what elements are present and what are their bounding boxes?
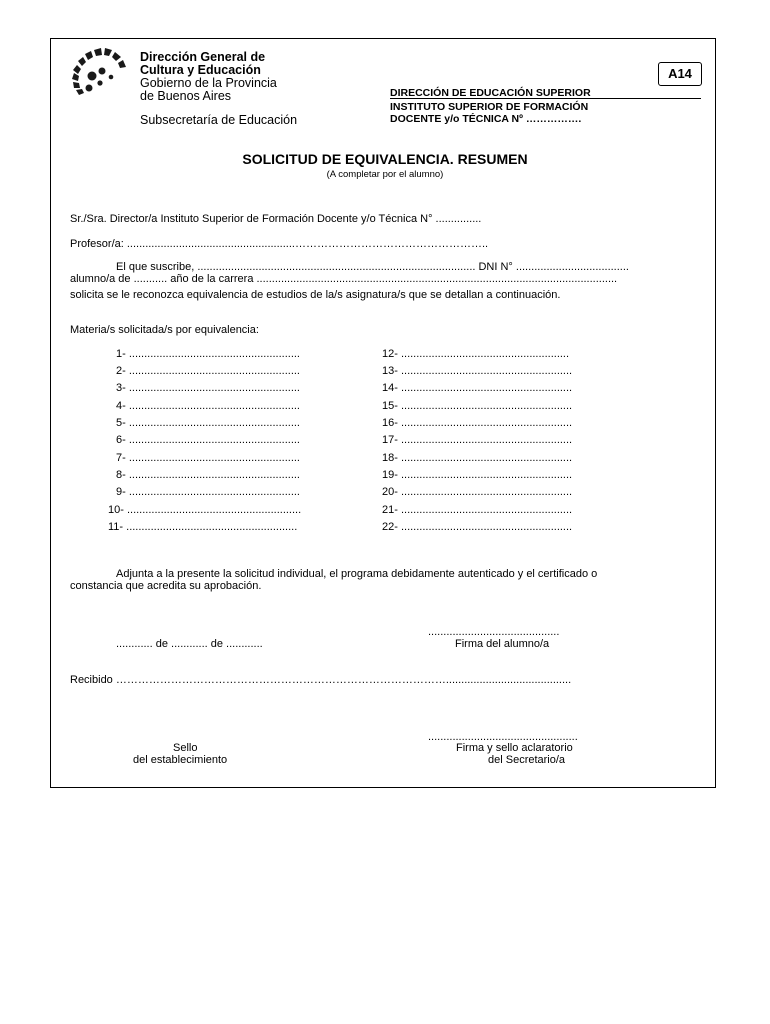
gov-name-line1: Gobierno de la Provincia: [140, 76, 277, 90]
header-rule: [390, 98, 701, 99]
direccion-label: DIRECCIÓN DE EDUCACIÓN SUPERIOR: [390, 87, 591, 99]
materia-item-22: 22- ........................................................: [382, 521, 573, 533]
form-title: SOLICITUD DE EQUIVALENCIA. RESUMEN: [242, 151, 528, 167]
materia-item-9: 9- ........................................................: [116, 486, 300, 498]
materia-item-7: 7- ........................................................: [116, 452, 300, 464]
fecha-field: ............ de ............ de ............: [116, 638, 263, 650]
firma-alumno-line: ...........................................: [428, 626, 560, 638]
materia-item-2: 2- ........................................................: [116, 365, 300, 377]
materia-item-13: 13- ........................................................: [382, 365, 573, 377]
firma-secretario-label-line2: del Secretario/a: [488, 754, 566, 766]
materia-item-8: 8- ........................................................: [116, 469, 300, 481]
instituto-label-line1: INSTITUTO SUPERIOR DE FORMACIÓN: [390, 101, 589, 113]
materia-item-16: 16- ........................................................: [382, 417, 573, 429]
recibido-field: Recibido ……………………………………………………………………………….........................................: [70, 674, 572, 686]
materia-item-3: 3- ........................................................: [116, 382, 300, 394]
firma-alumno-label: Firma del alumno/a: [455, 638, 550, 650]
materia-item-20: 20- ........................................................: [382, 486, 573, 498]
org-name-line2: Cultura y Educación: [140, 63, 261, 77]
profesor-field: Profesor/a: .......................................................……………………………………………..: [70, 238, 489, 250]
firma-secretario-line: .................................................: [428, 731, 578, 743]
form-subtitle: (A completar por el alumno): [326, 169, 444, 180]
adjunta-text-line2: constancia que acredita su aprobación.: [70, 580, 262, 592]
materia-item-11: 11- ........................................................: [108, 521, 298, 533]
solicita-text: solicita se le reconozca equivalencia de estudios de la/s asignatura/s que se detallan a continuación.: [70, 289, 561, 301]
materia-item-19: 19- ........................................................: [382, 469, 573, 481]
materia-item-10: 10- .........................................................: [108, 504, 302, 516]
materias-label: Materia/s solicitada/s por equivalencia:: [70, 324, 259, 336]
sello-label-line1: Sello: [173, 742, 198, 754]
subsecretaria-label: Subsecretaría de Educación: [140, 113, 298, 127]
materia-item-4: 4- ........................................................: [116, 400, 300, 412]
materia-item-18: 18- ........................................................: [382, 452, 573, 464]
alumno-field: alumno/a de ........... año de la carrera ......................................................................................................................: [70, 273, 618, 285]
materia-item-12: 12- .......................................................: [382, 348, 570, 360]
institution-logo-icon: [70, 46, 130, 102]
adjunta-text-line1: Adjunta a la presente la solicitud individual, el programa debidamente autenticado y el certificado o: [116, 568, 598, 580]
firma-secretario-label-line1: Firma y sello aclaratorio: [456, 742, 573, 754]
sello-label-line2: del establecimiento: [133, 754, 228, 766]
materia-item-17: 17- ........................................................: [382, 434, 573, 446]
materia-item-6: 6- ........................................................: [116, 434, 300, 446]
materia-item-15: 15- ........................................................: [382, 400, 573, 412]
materia-item-21: 21- ........................................................: [382, 504, 573, 516]
org-name-line1: Dirección General de: [140, 50, 266, 64]
materia-item-1: 1- ........................................................: [116, 348, 300, 360]
gov-name-line2: de Buenos Aires: [140, 89, 232, 103]
materia-item-14: 14- ........................................................: [382, 382, 573, 394]
materia-item-5: 5- ........................................................: [116, 417, 300, 429]
salutation-line: Sr./Sra. Director/a Instituto Superior de Formación Docente y/o Técnica N° ...............: [70, 213, 482, 225]
form-code-badge: A14: [658, 62, 702, 86]
suscribe-field: El que suscribe, ........................................................................................... DNI N° .....................................: [116, 261, 629, 273]
instituto-label-line2: DOCENTE y/o TÉCNICA Nº …………….: [390, 113, 582, 125]
